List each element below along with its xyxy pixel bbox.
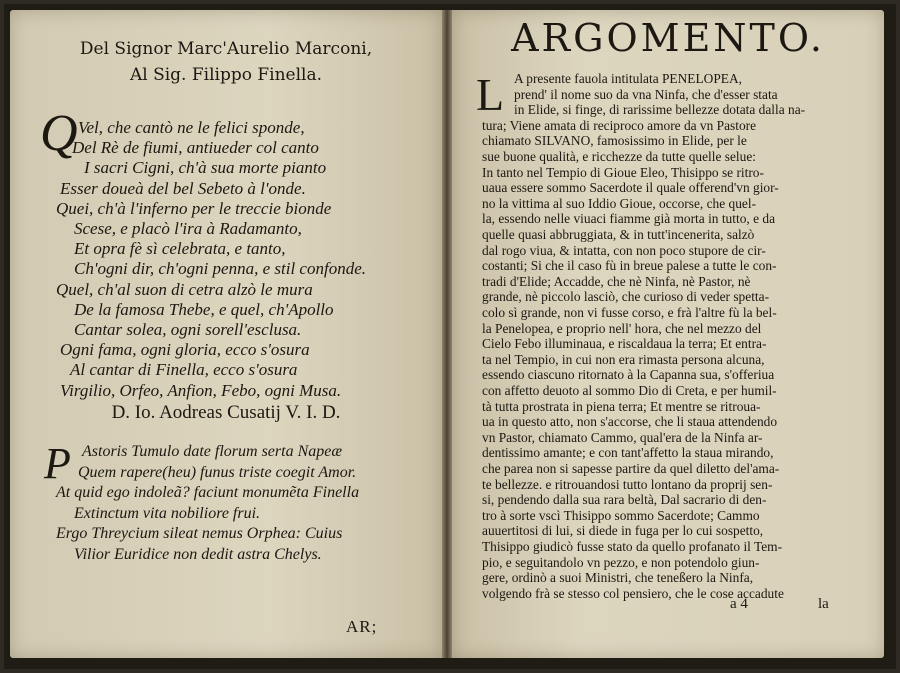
argument-line: te bellezze. e ritrouandosi tutto lontano da proprij sen- (482, 476, 773, 492)
sonnet-line: Et opra fè sì celebrata, e tanto, (74, 239, 286, 259)
sonnet-line: Ch'ogni dir, ch'ogni penna, e stil confonde. (74, 259, 366, 279)
argument-line: con affetto deuoto al sommo Dio di Creta, e per humil- (482, 383, 777, 398)
argument-line: dentissimo amante; e con tant'affetto la staua mirando, (482, 445, 774, 461)
sonnet-line: Cantar solea, ogni sorell'esclusa. (74, 320, 302, 339)
argument-line: Cielo Febo illuminaua, e riscaldaua la terra; Et entra- (482, 336, 767, 352)
dedication-line-2: Al Sig. Filippo Finella. (129, 65, 323, 85)
argument-line: colo sì grande, non vi fusse corso, e frà l'altre fù la bel- (482, 305, 777, 320)
page-heading: ARGOMENTO. (511, 16, 825, 60)
argument-line: uaua essere sommo Sacerdote il quale offerend'vn gior- (482, 180, 779, 196)
argument-line: no la vittima al suo Iddio Gioue, occorse, che quel- (482, 195, 757, 211)
epigram-dropcap: P (44, 439, 71, 488)
sonnet-line: Scese, e placò l'ira à Radamanto, (74, 219, 302, 238)
argument-line: ua in questo atto, non s'accorse, che li staua attendendo (482, 414, 778, 430)
sonnet-line: Virgilio, Orfeo, Anfion, Febo, ogni Musa. (60, 380, 342, 400)
argument-line: quelle quasi abbruggiata, & in tutt'incenerita, salzò (482, 227, 755, 242)
argument-line: si, pendendo dalla sua rara beltà, Dal sacrario di den- (482, 492, 767, 508)
epigram-author: D. Io. Aodreas Cusatij V. I. D. (111, 402, 341, 423)
argument-line: In tanto nel Tempio di Gioue Eleo, Thisippo se ritro- (482, 164, 764, 180)
argument-line: ta nel Tempio, in cui non era rimasta persona alcuna, (482, 351, 765, 367)
left-catchword: AR; (346, 617, 378, 636)
argument-line: dal rogo viua, & intatta, con non poco stupore de cir- (482, 242, 766, 258)
argument-line: sue buone qualità, e ricchezze da tutte quelle selue: (482, 149, 757, 164)
argument-line: prend' il nome suo da vna Ninfa, che d'esser stata (514, 86, 778, 102)
sonnet-line: De la famosa Thebe, e quel, ch'Apollo (74, 299, 334, 319)
sonnet-line: Ogni fama, ogni gloria, ecco s'osura (60, 340, 310, 360)
sonnet-line: Al cantar di Finella, ecco s'osura (70, 360, 298, 380)
argument-line: grande, nè piccolo lasciò, che curioso di veder spetta- (482, 289, 770, 305)
argument-line: chiamato SILVANO, famosissimo in Elide, per le (482, 133, 747, 149)
argument-line: tura; Viene amata di reciproco amore da vn Pastore (482, 117, 757, 133)
epigram-line: At quid ego indoleã? faciunt monumẽta Finella (56, 484, 360, 501)
epigram-line: Astoris Tumulo date florum serta Napeæ (82, 443, 343, 460)
sonnet-line: Quei, ch'à l'inferno per le treccie bionde (56, 198, 332, 218)
argument-line: che parea non si sapesse partire da quel diletto del'ama- (482, 461, 780, 476)
initial-letter: L (476, 69, 505, 120)
sonnet-line: Vel, che cantò ne le felici sponde, (78, 118, 305, 137)
argument-line: costanti; Si che il caso fù in breue palese a tutte le con- (482, 258, 777, 274)
argument-line: la, essendo nelle viuaci fiamme già morta in tutto, e da (482, 211, 776, 227)
epigram-line: Extinctum vita nobiliore frui. (74, 504, 261, 522)
argument-line: vn Pastor, chiamato Cammo, qual'era de la Ninfa ar- (482, 429, 763, 445)
argument-line: la Penelopea, e proprio nell' hora, che nel mezzo del (482, 320, 762, 336)
argument-line: essendo ciascuno ritornato à la Capanna sua, s'offeriua (482, 367, 775, 383)
dedication-line-1: Del Signor Marc'Aurelio Marconi, (79, 39, 373, 59)
open-book (4, 4, 896, 669)
sonnet-line: Esser doueà del bel Sebeto à l'onde. (60, 178, 306, 198)
argument-line: gere, ordinò a suoi Ministri, che teneßero la Ninfa, (482, 570, 754, 586)
sonnet-line: I sacri Cigni, ch'à sua morte pianto (84, 158, 327, 178)
right-catchword: la (818, 596, 829, 612)
signature-mark: a 4 (730, 596, 748, 612)
sonnet-line: Quel, ch'al suon di cetra alzò le mura (56, 279, 313, 299)
sonnet-dropcap: Q (40, 105, 78, 162)
epigram-line: Quem rapere(heu) funus triste coegit Amor. (78, 463, 357, 481)
argument-line: auuertitosi di lui, si diede in fuga per lo cui sospetto, (482, 523, 764, 539)
argument-line: Thisippo giudicò fusse stato da quello profanato il Tem- (482, 539, 783, 554)
argument-line: tradi d'Elide; Accadde, che nè Ninfa, nè Pastor, nè (482, 273, 751, 289)
left-page (10, 10, 442, 658)
argument-line: A presente fauola intitulata PENELOPEA, (514, 71, 742, 86)
epigram-line: Ergo Threycium sileat nemus Orphea: Cuius (56, 525, 343, 542)
argument-line: volgendo frà se stesso col pensiero, che le cose accadute (482, 585, 784, 601)
argument-line: tro à sorte vscì Thisippo sommo Sacerdote; Cammo (482, 507, 760, 523)
sonnet-line: Del Rè de fiumi, antiueder col canto (72, 138, 319, 158)
argument-line: pio, e seguitandolo vn pezzo, e non potendolo giun- (482, 554, 760, 570)
epigram-line: Vilior Euridice non dedit astra Chelys. (74, 545, 322, 563)
argument-line: tà tutta prostrata in piena terra; Et mentre se ritroua- (482, 398, 761, 414)
argument-line: in Elide, si finge, di rarissime bellezze dotata dalla na- (514, 102, 806, 118)
book-gutter (442, 10, 452, 658)
right-page (452, 10, 884, 658)
